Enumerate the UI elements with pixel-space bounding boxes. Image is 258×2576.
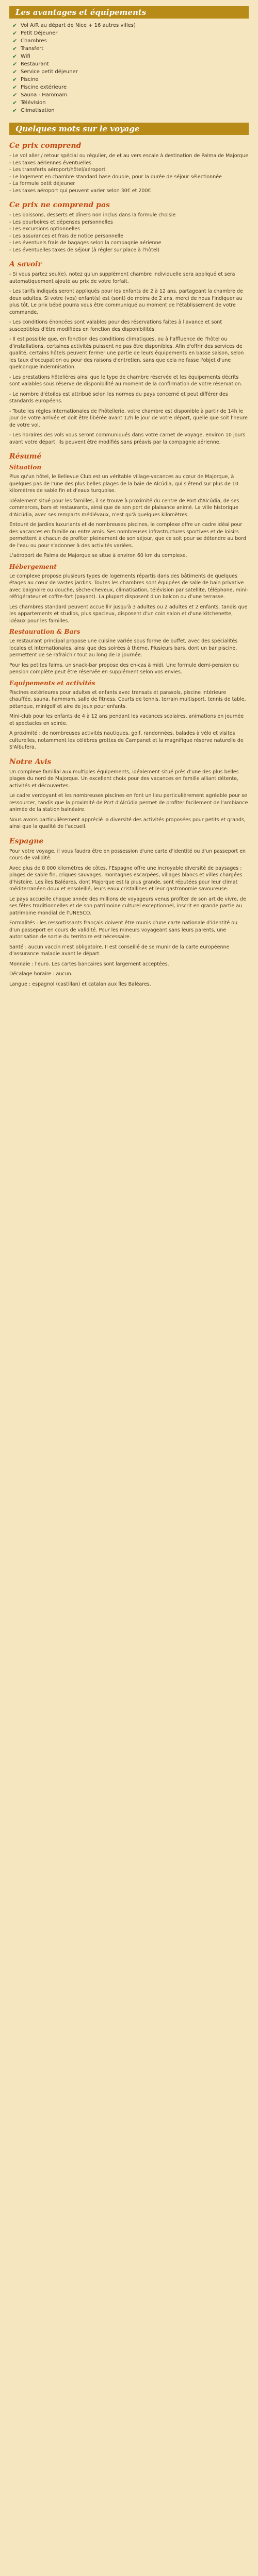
section-list-item: - Le logement en chambre standard base double, pour la durée de séjour sélectionnée	[9, 174, 222, 180]
section-paragraph: Décalage horaire : aucun.	[9, 971, 73, 977]
check-icon: ✔	[12, 53, 18, 60]
section-paragraph: Pour les petites faims, un snack-bar propose des en-cas à midi. Une formule demi-pension ou pension complète peut être réservée en supplément selon vos envies.	[9, 662, 239, 675]
check-icon: ✔	[12, 107, 18, 114]
section-block	[9, 260, 249, 446]
section-list-item: - Les excursions optionnelles	[9, 226, 80, 232]
advantage-item: ✔ Télévision	[12, 99, 46, 106]
section-paragraph: Le cadre verdoyant et les nombreuses piscines en font un lieu particulièrement agréable pour se ressourcer, tandis que la proximité de Port d'Alcúdia permet de profiter facilement de l'ambiance animée de la station balnéaire.	[9, 793, 248, 812]
section-subtitle: Restauration & Bars	[9, 628, 80, 635]
section-title: Ce prix comprend	[9, 142, 82, 150]
section-block	[9, 200, 249, 253]
check-icon: ✔	[12, 76, 18, 83]
section-paragraph: - Le nombre d'étoiles est attribué selon les normes du pays concerné et peut différer des standards européens.	[9, 391, 228, 404]
section-paragraph: - Les conditions énoncées sont valables pour des réservations faites à l'avance et sont susceptibles d'être modifiées en fonction des disponibilités.	[9, 319, 222, 332]
section-subtitle: Equipements et activités	[9, 679, 95, 687]
section-block	[9, 837, 249, 988]
section-block	[9, 141, 249, 194]
section-paragraph: - Si vous partez seul(e), notez qu'un supplément chambre individuelle sera appliqué et sera automatiquement ajouté au prix de votre forfait.	[9, 272, 235, 284]
advantages-title: Les avantages et équipements	[9, 6, 249, 19]
section-list-item: - Les taxes aériennes éventuelles	[9, 160, 91, 166]
advantage-item: ✔ Sauna - Hammam	[12, 92, 68, 98]
sections-container	[9, 141, 249, 988]
check-icon: ✔	[12, 38, 18, 44]
section-list-item: - Les assurances et frais de notice personnelle	[9, 233, 123, 239]
check-icon: ✔	[12, 69, 18, 75]
section-paragraph: - Les prestations hôtelières ainsi que le type de chambre réservée et les équipements décrits sont valables sous réserve de disponibilité au moment de la confirmation de votre réservation.	[9, 374, 243, 387]
section-paragraph: - Les horaires des vols vous seront communiqués dans votre carnet de voyage, environ 10 jours avant votre départ. Ils peuvent être modifiés sans préavis par la compagnie aérienne.	[9, 432, 246, 445]
section-paragraph: - Toute les règles internationales de l'hôtellerie, votre chambre est disponible à partir de 14h le jour de votre arrivée et doit être libérée avant 12h le jour de votre départ, quelle que soit l'heure de votre vol.	[9, 408, 248, 428]
section-title: Espagne	[9, 837, 44, 845]
section-paragraph: Entouré de jardins luxuriants et de nombreuses piscines, le complexe offre un cadre idéal pour des vacances en famille ou entre amis. Ses nombreuses infrastructures sportives et de loisirs permettent à chacun de profiter pleinement de son séjour, que ce soit pour se détendre au bord de l'eau ou pour s'adonner à des activités variées.	[9, 522, 246, 549]
section-title: A savoir	[9, 260, 42, 268]
section-block	[9, 757, 249, 831]
section-paragraph: Santé : aucun vaccin n'est obligatoire. Il est conseillé de se munir de la carte européenne d'assurance maladie avant le départ.	[9, 944, 230, 957]
section-paragraph: Nous avons particulièrement apprécié la diversité des activités proposées pour petits et grands, ainsi que la qualité de l'accueil.	[9, 817, 246, 829]
section-list-item: - Les boissons, desserts et dîners non inclus dans la formule choisie	[9, 212, 176, 218]
section-paragraph: Piscines extérieures pour adultes et enfants avec transats et parasols, piscine intérieure chauffée, sauna, hammam, salle de fitness. Courts de tennis, terrain multisport, tennis de table, pétanque, minigolf et aire de jeux pour enfants.	[9, 689, 246, 709]
section-paragraph: Le restaurant principal propose une cuisine variée sous forme de buffet, avec des spécialités locales et internationales, ainsi que des soirées à thème. Plusieurs bars, dont un bar piscine, permettent de se rafraîchir tout au long de la journée.	[9, 638, 238, 658]
section-paragraph: - Il est possible que, en fonction des conditions climatiques, ou à l'affluence de l'hôtel ou d'installations, certaines activités puissent ne pas être disponibles. Afin d'offrir des services de qualité, certains hôtels peuvent fermer une partie de leurs équipements en basse saison, selon les taux d'occupation ou pour des raisons d'entretien, sans que cela ne fasse l'objet d'une quelconque indemnisation.	[9, 336, 244, 370]
section-list-item: - Le vol aller / retour spécial ou régulier, de et au vers escale à destination de Palma de Majorque	[9, 153, 249, 159]
advantage-item: ✔ Transfert	[12, 45, 44, 52]
advantage-item: ✔ Climatisation	[12, 107, 55, 114]
check-icon: ✔	[12, 92, 18, 98]
section-subtitle: Hébergement	[9, 563, 57, 570]
advantage-item: ✔ Vol A/R au départ de Nice + 16 autres villes)	[12, 22, 136, 29]
section-title: Ce prix ne comprend pas	[9, 201, 110, 209]
section-paragraph: Monnaie : l'euro. Les cartes bancaires sont largement acceptées.	[9, 961, 169, 967]
section-paragraph: Pour votre voyage, il vous faudra être en possession d'une carte d'identité ou d'un passeport en cours de validité.	[9, 848, 246, 861]
section-paragraph: Plus qu'un hôtel, le Bellevue Club est un véritable village-vacances au cœur de Majorque, à quelques pas de l'une des plus belles plages de la baie de Alcúdia, qui s'étend sur plus de 10 kilomètres de sable fin et d'eaux turquoise.	[9, 474, 238, 494]
advantage-item: ✔ Piscine extérieure	[12, 84, 67, 91]
advantage-item: ✔ Petit Déjeuner	[12, 30, 58, 37]
advantages-list	[9, 22, 249, 114]
details-bar: Quelques mots sur le voyage	[9, 123, 249, 135]
section-paragraph: Le pays accueille chaque année des millions de voyageurs venus profiter de son art de vivre, de ses fêtes traditionnelles et de son patrimoine culturel exceptionnel, inscrit en grande partie au patrimoine mondial de l'UNESCO.	[9, 896, 246, 916]
section-paragraph: Les chambres standard peuvent accueillir jusqu'à 3 adultes ou 2 adultes et 2 enfants, tandis que les appartements et studios, plus spacieux, disposent d'un coin salon et d'une kitchenette, idéaux pour les familles.	[9, 604, 248, 624]
section-title: Notre Avis	[9, 757, 52, 766]
check-icon: ✔	[12, 22, 18, 29]
section-paragraph: Avec plus de 8 000 kilomètres de côtes, l'Espagne offre une incroyable diversité de paysages : plages de sable fin, criques sauvages, montagnes escarpées, villages blancs et villes chargées d'histoire. Les îles Baléares, dont Majorque est la plus grande, sont réputées pour leur climat méditerranéen doux et ensoleillé, leurs eaux cristallines et leur gastronomie savoureuse.	[9, 865, 243, 892]
section-paragraph: Un complexe familial aux multiples équipements, idéalement situé près d'une des plus belles plages du nord de Majorque. Un excellent choix pour des vacances en famille alliant détente, activités et découvertes.	[9, 769, 239, 789]
section-subtitle: Situation	[9, 464, 42, 471]
section-list-item: - Les transferts aéroport/hôtel/aéroport	[9, 167, 106, 173]
section-list-item: - Les pourboires et dépenses personnelles	[9, 219, 113, 225]
section-paragraph: A proximité : de nombreuses activités nautiques, golf, randonnées, balades à vélo et visites culturelles, notamment les célèbres grottes de Campanet et la magnifique réserve naturelle de S'Albufera.	[9, 731, 244, 750]
section-list	[9, 212, 249, 253]
advantage-item: ✔ Piscine	[12, 76, 39, 83]
section-list-item: - Les taxes aéroport qui peuvent varier selon 30€ et 200€	[9, 188, 151, 194]
section-paragraph: - Les tarifs indiqués seront appliqués pour les enfants de 2 à 12 ans, partageant la chambre de deux adultes. Si votre (vos) enfant(s) est (sont) de moins de 2 ans, merci de nous l'indiquer au plus tôt. Le prix bébé pourra vous être communiqué au moment de l'établissement de votre commande.	[9, 289, 243, 315]
section-paragraph: Formalités : les ressortissants français doivent être munis d'une carte nationale d'identité ou d'un passeport en cours de validité. Pour les mineurs voyageant sans leurs parents, une autorisation de sortie du territoire est nécessaire.	[9, 920, 238, 940]
section-list-item: - La formule petit déjeuner	[9, 181, 75, 187]
check-icon: ✔	[12, 84, 18, 91]
check-icon: ✔	[12, 99, 18, 106]
section-title: Résumé	[9, 452, 42, 461]
section-list	[9, 152, 249, 194]
check-icon: ✔	[12, 61, 18, 67]
section-list-item: - Les éventuelles taxes de séjour (à régler sur place à l'hôtel)	[9, 247, 160, 253]
advantage-item: ✔ Chambres	[12, 38, 47, 44]
advantage-item: ✔ Service petit déjeuner	[12, 69, 78, 75]
section-paragraph: L'aéroport de Palma de Majorque se situe à environ 60 km du complexe.	[9, 553, 187, 558]
section-paragraph: Idéalement situé pour les familles, il se trouve à proximité du centre de Port d'Alcúdia, de ses commerces, bars et restaurants, ainsi que de son port de plaisance animé. La ville historique d'Alcúdia, avec ses remparts médiévaux, n'est qu'à quelques kilomètres.	[9, 498, 239, 518]
section-paragraph: Langue : espagnol (castillan) et catalan aux îles Baléares.	[9, 981, 151, 987]
section-paragraph: Le complexe propose plusieurs types de logements répartis dans des bâtiments de quelques étages au cœur de vastes jardins. Toutes les chambres sont équipées de salle de bain privative avec baignoire ou douche, sèche-cheveux, climatisation, télévision par satellite, téléphone, mini-réfrigérateur et coffre-fort (payant). La plupart disposent d'un balcon ou d'une terrasse.	[9, 573, 248, 600]
section-paragraph: Mini-club pour les enfants de 4 à 12 ans pendant les vacances scolaires, animations en journée et spectacles en soirée.	[9, 714, 244, 726]
advantage-item: ✔ Restaurant	[12, 61, 49, 67]
check-icon: ✔	[12, 30, 18, 37]
section-block	[9, 452, 249, 751]
section-list-item: - Les éventuels frais de bagages selon la compagnie aérienne	[9, 240, 162, 246]
check-icon: ✔	[12, 45, 18, 52]
advantage-item: ✔ Wifi	[12, 53, 30, 60]
